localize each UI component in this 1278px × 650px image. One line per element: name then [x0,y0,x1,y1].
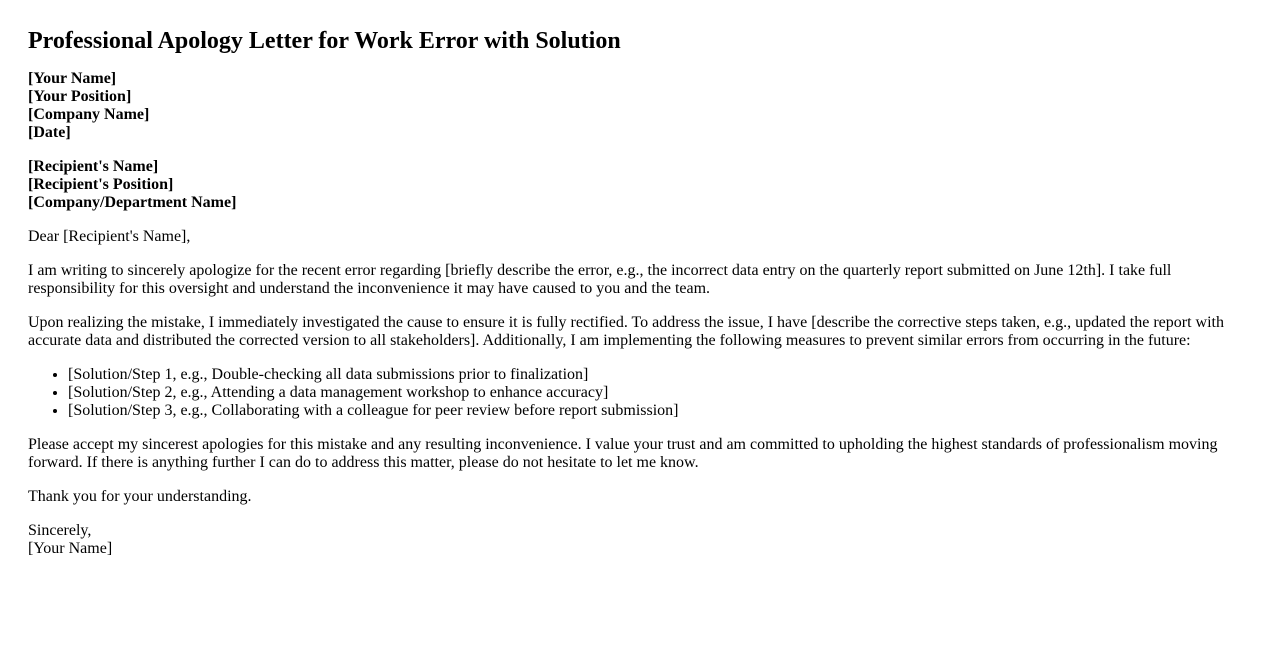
signature-block [28,522,1250,558]
sender-name: [Your Name] [28,70,117,87]
sender-company: [Company Name] [28,106,150,123]
list-item: • [Solution/Step 2, e.g., Attending a data management workshop to enhance accuracy] [68,384,1250,402]
recipient-block [28,158,1250,212]
body-paragraph-apology: I am writing to sincerely apologize for the recent error regarding [briefly describe the error, e.g., the incorrect data entry on the quarterly report submitted on June 12th]. I take full responsibility for this oversight and understand the inconvenience it may have caused to you and the team. [28,262,1172,297]
body-paragraph-closing: Please accept my sincerest apologies for this mistake and any resulting inconvenience. I value your trust and am committed to upholding the highest standards of professionalism moving forward. If there is anything further I can do to address this matter, please do not hesitate to let me know. [28,436,1218,471]
list-item: • [Solution/Step 1, e.g., Double-checking all data submissions prior to finalization] [68,366,1250,384]
sender-block [28,70,1250,142]
list-item: • [Solution/Step 3, e.g., Collaborating with a colleague for peer review before report submission] [68,402,1250,420]
signoff: Sincerely, [28,522,92,539]
salutation: Dear [Recipient's Name], [28,228,191,245]
letter-date: [Date] [28,124,71,141]
recipient-position: [Recipient's Position] [28,176,174,193]
solution-steps-list [28,366,1250,420]
sender-position: [Your Position] [28,88,132,105]
recipient-name: [Recipient's Name] [28,158,159,175]
page-title: Professional Apology Letter for Work Error with Solution [28,28,621,54]
recipient-company: [Company/Department Name] [28,194,237,211]
body-paragraph-corrective: Upon realizing the mistake, I immediately investigated the cause to ensure it is fully rectified. To address the issue, I have [describe the corrective steps taken, e.g., updated the report with accurate data and distributed the corrected version to all stakeholders]. Additionally, I am implementing the following measures to prevent similar errors from occurring in the future: [28,314,1224,349]
signature-name: [Your Name] [28,540,113,557]
body-paragraph-thanks: Thank you for your understanding. [28,488,252,505]
